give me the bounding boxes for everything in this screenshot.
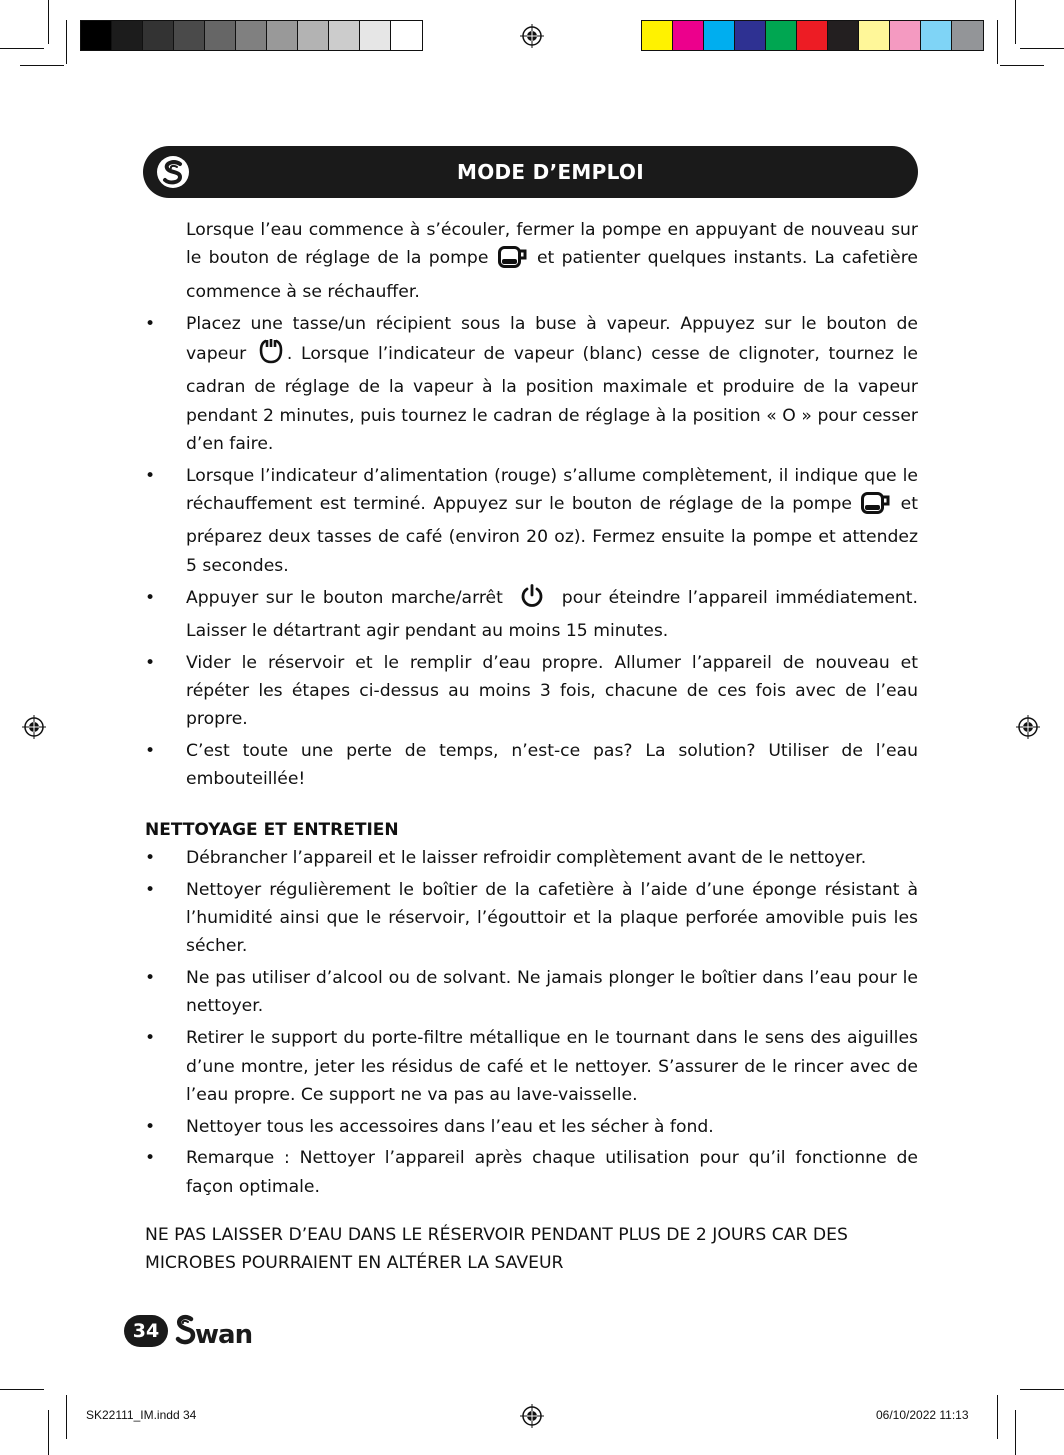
swan-logo-icon: [175, 1311, 273, 1351]
color-swatch: [797, 21, 828, 50]
crop-mark: [1015, 1410, 1016, 1455]
date-slug: 06/10/2022 11:13: [876, 1408, 969, 1422]
color-swatch: [704, 21, 735, 50]
warning-notice: NE PAS LAISSER D’EAU DANS LE RÉSERVOIR PENDANT PLUS DE 2 JOURS CAR DES MICROBES POURRAIENT EN ALTÉRER LA SAVEUR: [145, 1225, 848, 1274]
bullet: •: [145, 1116, 156, 1137]
list-item-text: Retirer le support du porte-filtre métallique en le tournant dans le sens des aiguilles d’une montre, jeter les résidus de café et le nettoyer. S’assurer de le rincer avec de l’eau propre. Ce support ne va pas au lave-vaisselle.: [186, 1028, 918, 1105]
bullet: •: [145, 465, 156, 486]
bullet: •: [145, 1028, 156, 1049]
power-icon: [520, 584, 544, 617]
color-swatch: [143, 21, 174, 50]
cup-icon: [498, 246, 528, 277]
list-item-text: Lorsque l’indicateur d’alimentation (rouge) s’allume complètement, il indique que le réchauffement est terminé. Appuyez sur le bouton de réglage de la pompe: [186, 465, 918, 515]
color-swatch: [673, 21, 704, 50]
list-item: [145, 462, 918, 580]
list-item: [145, 1144, 918, 1201]
bullet: •: [145, 879, 156, 900]
color-swatch: [329, 21, 360, 50]
crop-mark: [1000, 65, 1044, 66]
list-item: [145, 1113, 918, 1141]
bullet: •: [145, 587, 156, 608]
color-swatch: [642, 21, 673, 50]
bullet: •: [145, 741, 156, 762]
color-swatch: [112, 21, 143, 50]
registration-mark-icon: [520, 24, 544, 48]
list-item-text: C’est toute une perte de temps, n’est-ce pas? La solution? Utiliser de l’eau embouteillée!: [186, 741, 918, 790]
list-item-text: Débrancher l’appareil et le laisser refroidir complètement avant de le nettoyer.: [186, 847, 867, 868]
color-swatch: [921, 21, 952, 50]
list-item: [145, 310, 918, 458]
list-item-text: Ne pas utiliser d’alcool ou de solvant. Ne jamais plonger le boîtier dans l’eau pour le nettoyer.: [186, 968, 918, 1017]
crop-mark: [20, 65, 64, 66]
list-item-text: . Lorsque l’indicateur de vapeur (blanc) cesse de clignoter, tournez le cadran de réglage de la vapeur à la position maximale et produire de la vapeur pendant 2 minutes, puis tournez le cadran de réglage à la position « O » pour cesser d’en faire.: [186, 344, 918, 455]
crop-mark: [1020, 1389, 1064, 1390]
crop-mark: [1020, 48, 1064, 49]
registration-mark-icon: [1016, 715, 1040, 739]
list-item-text: Vider le réservoir et le remplir d’eau propre. Allumer l’appareil de nouveau et répéter les étapes ci-dessus au moins 3 fois, chacune de ces fois avec de l’eau propre.: [186, 652, 918, 730]
document-body: [145, 216, 918, 1282]
list-item-text: Appuyer sur le bouton marche/arrêt: [186, 587, 503, 608]
list-item-text: et préparez deux tasses de café (environ 20 oz). Fermez ensuite la pompe et attendez 5 secondes.: [186, 494, 918, 576]
intro-text: Lorsque l’eau commence à s’écouler, fermer la pompe en appuyant de nouveau sur le bouton de réglage de la pompe: [186, 220, 918, 269]
color-swatch: [360, 21, 391, 50]
bullet: •: [145, 313, 156, 334]
registration-mark-icon: [520, 1404, 544, 1428]
color-swatch: [828, 21, 859, 50]
color-swatch: [952, 21, 983, 50]
list-item: [145, 876, 918, 961]
intro-paragraph: [145, 216, 918, 306]
section-heading: NETTOYAGE ET ENTRETIEN: [145, 819, 399, 840]
bullet: •: [145, 652, 156, 673]
bullet: •: [145, 1148, 156, 1169]
color-swatch: [735, 21, 766, 50]
color-swatch: [859, 21, 890, 50]
crop-mark: [66, 1395, 67, 1439]
page-number: 34: [124, 1315, 168, 1347]
color-swatch: [890, 21, 921, 50]
color-swatch: [174, 21, 205, 50]
list-item: [145, 584, 918, 646]
cup-icon: [861, 492, 891, 523]
color-swatch: [236, 21, 267, 50]
color-swatch: [81, 21, 112, 50]
color-swatch-bar: [641, 20, 984, 51]
crop-mark: [48, 1410, 49, 1455]
intro-text: et patienter quelques instants. La cafetière commence à se réchauffer.: [186, 248, 918, 302]
page-title: MODE D’EMPLOI: [457, 160, 644, 184]
crop-mark: [0, 1389, 44, 1390]
crop-mark: [997, 1395, 998, 1439]
section-banner: [143, 146, 918, 198]
color-swatch: [391, 21, 422, 50]
color-swatch: [267, 21, 298, 50]
crop-mark: [66, 20, 67, 64]
list-item-text: pour éteindre l’appareil immédiatement. Laisser le détartrant agir pendant au moins 15 minutes.: [186, 587, 918, 641]
brand-logo: [175, 1311, 273, 1351]
color-swatch: [298, 21, 329, 50]
list-item-text: Nettoyer régulièrement le boîtier de la cafetière à l’aide d’une éponge résistant à l’humidité ainsi que le réservoir, l’égouttoir et la plaque perforée amovible puis les sécher.: [186, 879, 918, 957]
list-item-text: Placez une tasse/un récipient sous la buse à vapeur. Appuyez sur le bouton de vapeur: [186, 313, 918, 365]
steam-icon: [257, 338, 285, 373]
registration-mark-icon: [22, 715, 46, 739]
crop-mark: [1015, 0, 1016, 44]
list-item: [145, 649, 918, 734]
color-swatch: [766, 21, 797, 50]
list-item: [145, 964, 918, 1021]
bullet: •: [145, 968, 156, 989]
crop-mark: [0, 48, 44, 49]
crop-mark: [997, 20, 998, 64]
list-item: [145, 737, 918, 794]
list-item-text: Nettoyer tous les accessoires dans l’eau et les sécher à fond.: [186, 1116, 714, 1137]
bullet: •: [145, 847, 156, 868]
brand-name: wan: [195, 1320, 253, 1350]
list-item-text: Remarque : Nettoyer l’appareil après chaque utilisation pour qu’il fonctionne de façon optimale.: [186, 1148, 918, 1197]
list-item: [145, 844, 918, 872]
list-item: [145, 1024, 918, 1109]
file-slug: SK22111_IM.indd 34: [86, 1408, 197, 1422]
gray-swatch-bar: [80, 20, 423, 51]
crop-mark: [48, 0, 49, 44]
color-swatch: [205, 21, 236, 50]
